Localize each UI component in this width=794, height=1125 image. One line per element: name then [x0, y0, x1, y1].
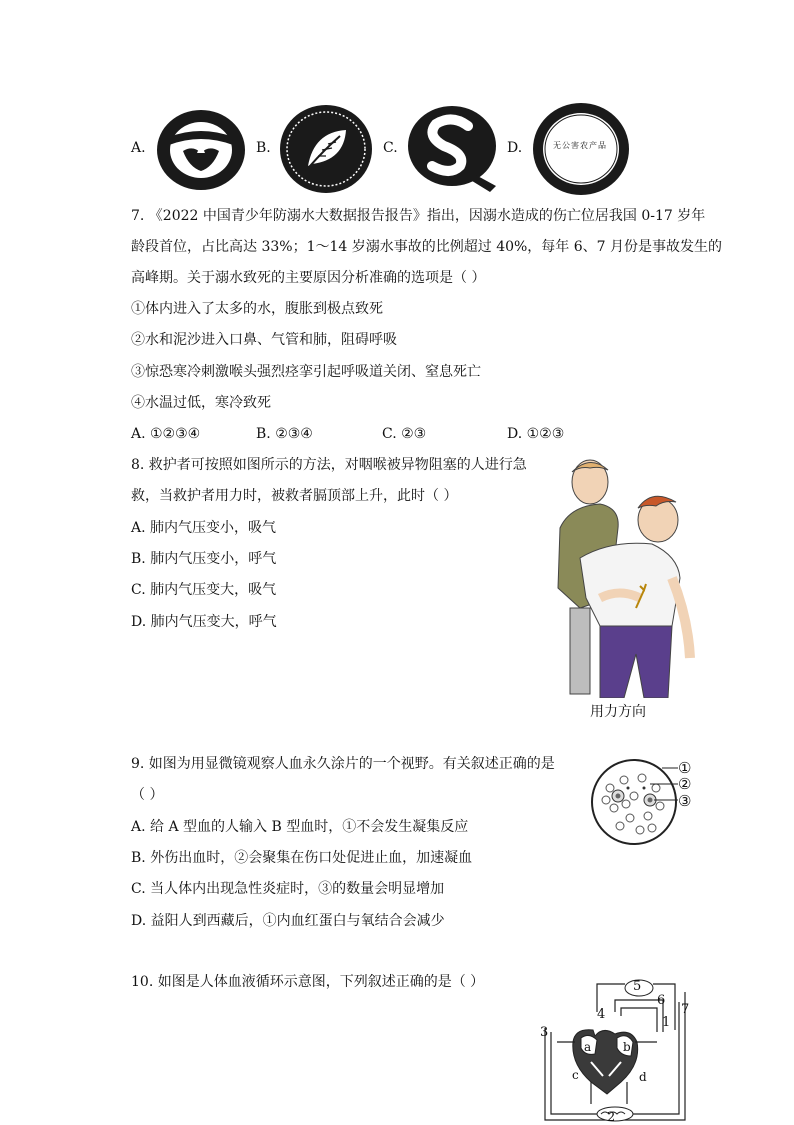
q10-label-1: 1 [662, 1015, 671, 1030]
q7-option-b: B. ②③④ [256, 426, 313, 442]
q10-label-c: c [572, 1068, 579, 1082]
q10-label-d: d [639, 1070, 647, 1084]
q9-stem-line-1: 9. 如图为用显微镜观察人血永久涂片的一个视野。有关叙述正确的是 [131, 756, 555, 772]
q10-label-2: 2 [607, 1110, 616, 1125]
q7-option-c: C. ②③ [382, 426, 427, 442]
circulation-diagram [535, 972, 695, 1122]
q8-option-c: C. 肺内气压变大，吸气 [131, 582, 277, 598]
q7-stem-line-2: 龄段首位，占比高达 33%；1～14 岁溺水事故的比例超过 40%，每年 6、7 月份是事故发生的 [131, 239, 723, 255]
q9-option-d: D. 益阳人到西藏后，①内血红蛋白与氧结合会减少 [131, 913, 445, 929]
q10-label-3: 3 [540, 1025, 549, 1040]
q7-statement-3: ③惊恐寒冷刺激喉头强烈痉挛引起呼吸道关闭、窒息死亡 [131, 364, 481, 380]
q9-option-c: C. 当人体内出现急性炎症时，③的数量会明显增加 [131, 881, 445, 897]
q8-figure-caption: 用力方向 [590, 704, 646, 720]
heimlich-illustration [540, 458, 700, 698]
q9-label-3: ③ [678, 792, 692, 810]
q9-label-1: ① [678, 759, 692, 777]
q7-option-d: D. ①②③ [507, 426, 565, 442]
q6-option-b-label: B. [256, 140, 271, 156]
q10-label-5: 5 [633, 979, 642, 994]
q6-logo-a [153, 107, 249, 193]
blood-smear-figure [590, 758, 680, 846]
q7-statement-4: ④水温过低，寒冷致死 [131, 395, 271, 411]
q10-label-4: 4 [597, 1007, 606, 1022]
q8-option-d: D. 肺内气压变大，呼气 [131, 614, 277, 630]
q7-statement-1: ①体内进入了太多的水，腹胀到极点致死 [131, 301, 383, 317]
q7-stem-line-3: 高峰期。关于溺水致死的主要原因分析准确的选项是（ ） [131, 270, 486, 286]
q6-option-c-label: C. [383, 140, 398, 156]
q6-option-d-label: D. [507, 140, 523, 156]
q10-label-7: 7 [681, 1002, 690, 1017]
q8-option-a: A. 肺内气压变小，吸气 [131, 520, 277, 536]
q7-statement-2: ②水和泥沙进入口鼻、气管和肺，阻碍呼吸 [131, 332, 397, 348]
q6-logo-c [404, 104, 500, 194]
q8-stem-line-2: 救，当救护者用力时，被救者膈顶部上升，此时（ ） [131, 488, 458, 504]
q10-stem: 10. 如图是人体血液循环示意图，下列叙述正确的是（ ） [131, 974, 485, 990]
q9-option-a: A. 给 A 型血的人输入 B 型血时，①不会发生凝集反应 [131, 819, 469, 835]
q9-label-2: ② [678, 775, 692, 793]
q6-logo-b [278, 104, 374, 194]
q6-logo-d [531, 102, 631, 196]
q10-label-6: 6 [657, 993, 666, 1008]
q8-option-b: B. 肺内气压变小，呼气 [131, 551, 277, 567]
q6-logo-d-text: 无公害农产品 [553, 141, 607, 150]
q8-stem-line-1: 8. 救护者可按照如图所示的方法，对咽喉被异物阻塞的人进行急 [131, 457, 527, 473]
q9-option-b: B. 外伤出血时，②会聚集在伤口处促进止血，加速凝血 [131, 850, 473, 866]
q6-option-a-label: A. [131, 140, 146, 156]
q7-stem-line-1: 7. 《2022 中国青少年防溺水大数据报告报告》指出，因溺水造成的伤亡位居我国 0-17 岁年 [131, 208, 706, 224]
q9-stem-line-2: （ ） [131, 787, 164, 803]
q7-option-a: A. ①②③④ [131, 426, 201, 442]
q10-label-b: b [623, 1040, 631, 1054]
q10-label-a: a [584, 1040, 592, 1054]
